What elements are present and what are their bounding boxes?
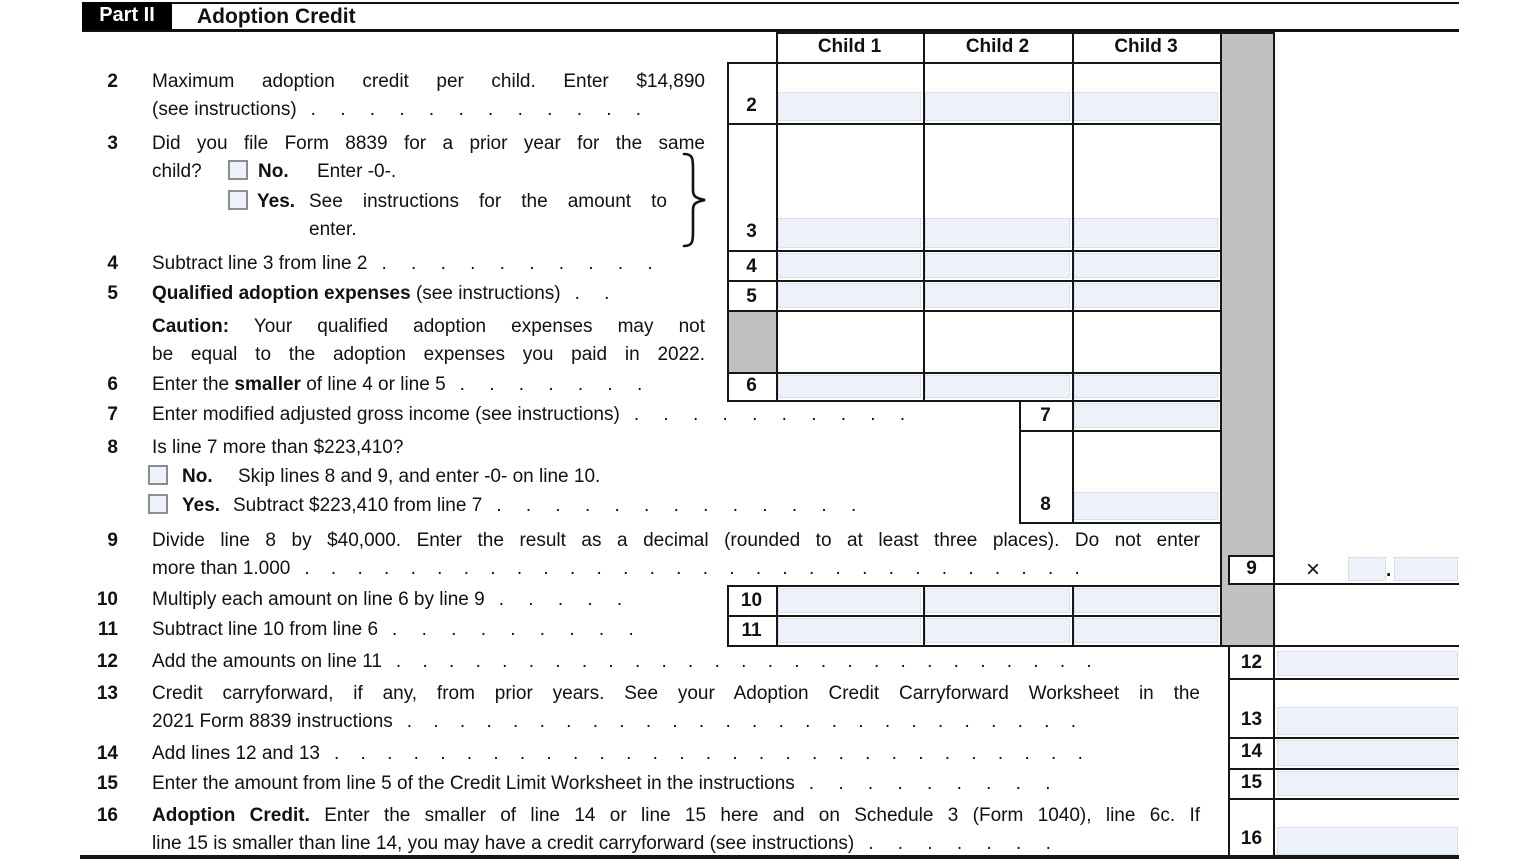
line10-child1-input[interactable] bbox=[778, 588, 921, 613]
line2-label-text: (see instructions) bbox=[152, 99, 297, 120]
grid-line bbox=[727, 62, 1220, 64]
line12-number: 12 bbox=[96, 651, 118, 672]
line2-box-number: 2 bbox=[746, 95, 757, 116]
grid-line bbox=[1019, 430, 1220, 432]
line5-child3-input[interactable] bbox=[1074, 283, 1218, 308]
dot-leader: . . . . . . . . . bbox=[808, 773, 1051, 794]
line7-number: 7 bbox=[107, 404, 118, 425]
line16-label-text2: line 15 is smaller than line 14, you may have a credit carryforward (see instructions) bbox=[152, 833, 855, 854]
line7-input[interactable] bbox=[1074, 403, 1218, 428]
line3-no-checkbox[interactable] bbox=[228, 160, 248, 180]
line10-label bbox=[152, 589, 622, 611]
grid-line bbox=[727, 585, 1220, 587]
line7-box-number: 7 bbox=[1040, 405, 1051, 426]
line15-input[interactable] bbox=[1277, 771, 1458, 796]
line6-label-rest: of line 4 or line 5 bbox=[306, 374, 446, 395]
line8-yes-label: Yes. bbox=[182, 495, 221, 516]
line4-child3-input[interactable] bbox=[1074, 253, 1218, 278]
line5-label-rest: (see instructions) bbox=[415, 283, 561, 304]
line4-label-text: Subtract line 3 from line 2 bbox=[152, 253, 368, 274]
grid-line bbox=[1220, 32, 1222, 646]
line16-label-cont bbox=[152, 833, 1051, 855]
line3-yes-checkbox[interactable] bbox=[228, 190, 248, 210]
dot-leader: . . . . . . . bbox=[459, 374, 643, 395]
line9-label-cont bbox=[152, 558, 1080, 580]
line9-label: Divide line 8 by $40,000. Enter the result as a decimal (rounded to at least three places). Do not enter bbox=[152, 530, 1200, 551]
grid-line bbox=[727, 615, 1220, 617]
line16-label-bold: Adoption Credit. bbox=[152, 805, 310, 826]
line11-label bbox=[152, 619, 634, 641]
line6-child1-input[interactable] bbox=[778, 375, 921, 398]
line8-no-text: Skip lines 8 and 9, and enter -0- on line 10. bbox=[238, 466, 601, 487]
line8-input[interactable] bbox=[1074, 492, 1218, 520]
grid-line bbox=[727, 372, 1220, 374]
line2-child1-input[interactable] bbox=[778, 92, 921, 121]
line6-child2-input[interactable] bbox=[925, 375, 1070, 398]
line8-yes-checkbox[interactable] bbox=[148, 494, 168, 514]
line3-lead: child? bbox=[152, 161, 202, 182]
line15-number: 15 bbox=[96, 773, 118, 794]
grid-line bbox=[1019, 522, 1220, 524]
line5-child2-input[interactable] bbox=[925, 283, 1070, 308]
line5-child1-input[interactable] bbox=[778, 283, 921, 308]
grid-line bbox=[1228, 768, 1459, 770]
line8-label: Is line 7 more than $223,410? bbox=[152, 437, 404, 458]
brace-right-icon bbox=[680, 152, 710, 248]
grid-line bbox=[727, 645, 1459, 647]
line8-no-label: No. bbox=[182, 466, 213, 487]
line5-number: 5 bbox=[107, 283, 118, 304]
line3-child2-input[interactable] bbox=[925, 218, 1070, 248]
line10-number: 10 bbox=[96, 589, 118, 610]
line9-box-number: 9 bbox=[1246, 558, 1257, 579]
line16-box-number: 16 bbox=[1240, 828, 1263, 849]
line4-box-number: 4 bbox=[746, 256, 757, 277]
line9-whole-input[interactable] bbox=[1348, 557, 1386, 581]
decimal-point: . bbox=[1386, 560, 1392, 581]
dot-leader: . . . . . . . . . . . . bbox=[310, 99, 642, 120]
grid-line bbox=[727, 400, 1220, 402]
line3-box-number: 3 bbox=[746, 221, 757, 242]
line7-label bbox=[152, 404, 905, 426]
line14-label-text: Add lines 12 and 13 bbox=[152, 743, 320, 764]
dot-leader: . . . . . . . . . . . . . . . . . . . . . . . . . . bbox=[406, 711, 1077, 732]
line9-number: 9 bbox=[107, 530, 118, 551]
line9-decimal-input[interactable] bbox=[1394, 557, 1458, 581]
line3-no-text: Enter -0-. bbox=[317, 161, 397, 182]
line12-label bbox=[152, 651, 1092, 673]
line15-box-number: 15 bbox=[1240, 772, 1263, 793]
grid-line bbox=[1228, 583, 1459, 585]
line13-label-text2: 2021 Form 8839 instructions bbox=[152, 711, 393, 732]
column-header-child1: Child 1 bbox=[817, 36, 882, 57]
line9-label-text2: more than 1.000 bbox=[152, 558, 291, 579]
line6-number: 6 bbox=[107, 374, 118, 395]
line11-number: 11 bbox=[97, 619, 118, 640]
grid-line bbox=[727, 123, 1220, 125]
dot-leader: . . . . . . . . . . . . . . . . . . . . . . . . . . . . . bbox=[333, 743, 1083, 764]
line14-box-number: 14 bbox=[1240, 741, 1263, 762]
line6-child3-input[interactable] bbox=[1074, 375, 1218, 398]
part2-title: Adoption Credit bbox=[197, 5, 356, 28]
line5-label-bold: Qualified adoption expenses bbox=[152, 283, 411, 304]
line4-number: 4 bbox=[107, 253, 118, 274]
line16-number: 16 bbox=[96, 805, 118, 826]
line3-yes-text: See instructions for the amount to bbox=[309, 191, 667, 212]
grid-line bbox=[923, 32, 925, 400]
line14-label bbox=[152, 743, 1083, 765]
grid-line bbox=[776, 32, 778, 400]
line15-label-text: Enter the amount from line 5 of the Credit Limit Worksheet in the instructions bbox=[152, 773, 795, 794]
form-bottom-rule bbox=[80, 855, 1459, 859]
line13-box-number: 13 bbox=[1240, 709, 1263, 730]
line4-child1-input[interactable] bbox=[778, 253, 921, 278]
dot-leader: . . bbox=[574, 283, 610, 304]
grid-line bbox=[1228, 555, 1275, 557]
line3-label: Did you file Form 8839 for a prior year for the same bbox=[152, 133, 705, 154]
shaded-right-column bbox=[1220, 32, 1275, 646]
caution-text: Your qualified adoption expenses may not bbox=[253, 316, 706, 337]
line11-label-text: Subtract line 10 from line 6 bbox=[152, 619, 379, 640]
grid-line bbox=[727, 280, 1220, 282]
line13-number: 13 bbox=[96, 683, 118, 704]
line11-child1-input[interactable] bbox=[778, 618, 921, 643]
caution-text-line2: be equal to the adoption expenses you paid in 2022. bbox=[152, 344, 705, 365]
line10-box-number: 10 bbox=[740, 590, 763, 611]
line15-label bbox=[152, 773, 1051, 795]
line3-cont-text: enter. bbox=[309, 219, 357, 240]
dot-leader: . . . . . . . . . bbox=[392, 619, 634, 640]
line8-no-checkbox[interactable] bbox=[148, 465, 168, 485]
grid-line bbox=[727, 250, 1220, 252]
grid-line bbox=[1273, 32, 1275, 857]
line3-no-label: No. bbox=[258, 161, 289, 182]
line13-label: Credit carryforward, if any, from prior years. See your Adoption Credit Carryforward Worksheet in the bbox=[152, 683, 1200, 704]
column-header-child2: Child 2 bbox=[965, 36, 1030, 57]
line10-label-text: Multiply each amount on line 6 by line 9 bbox=[152, 589, 485, 610]
line5-label bbox=[152, 283, 609, 305]
line6-label-bold: smaller bbox=[234, 374, 301, 395]
dot-leader: . . . . . . . . . . . . . bbox=[496, 495, 857, 516]
column-header-child3: Child 3 bbox=[1114, 36, 1178, 57]
line16-label-text1: Enter the smaller of line 14 or line 15 here and on Schedule 3 (Form 1040), line 6c. If bbox=[324, 805, 1201, 826]
line4-label bbox=[152, 253, 653, 275]
line6-label-pre: Enter the bbox=[152, 374, 230, 395]
line6-label bbox=[152, 374, 642, 396]
line3-yes-label: Yes. bbox=[257, 191, 296, 212]
line14-number: 14 bbox=[96, 743, 118, 764]
line2-number: 2 bbox=[107, 71, 118, 92]
line2-label: Maximum adoption credit per child. Enter $14,890 bbox=[152, 71, 705, 92]
line8-yes-text bbox=[233, 495, 856, 517]
part2-label: Part II bbox=[82, 2, 172, 30]
line12-input[interactable] bbox=[1277, 651, 1458, 676]
line8-number: 8 bbox=[107, 437, 118, 458]
line7-label-text: Enter modified adjusted gross income (see instructions) bbox=[152, 404, 620, 425]
line5-box-number: 5 bbox=[746, 286, 757, 307]
line3-child3-input[interactable] bbox=[1074, 218, 1218, 248]
dot-leader: . . . . . . . . . . bbox=[381, 253, 653, 274]
line13-label-cont bbox=[152, 711, 1076, 733]
line6-box-number: 6 bbox=[746, 375, 757, 396]
line2-label-cont bbox=[152, 99, 641, 121]
grid-line bbox=[727, 310, 1220, 312]
line8-box-number: 8 bbox=[1040, 494, 1051, 515]
dot-leader: . . . . . . . bbox=[868, 833, 1051, 854]
line3-child1-input[interactable] bbox=[778, 218, 921, 248]
line11-box-number: 11 bbox=[741, 620, 762, 641]
caution-text-line1 bbox=[152, 316, 705, 338]
line13-input[interactable] bbox=[1277, 707, 1458, 735]
line16-label bbox=[152, 805, 1200, 827]
dot-leader: . . . . . . . . . . . . . . . . . . . . . . . . . . . bbox=[395, 651, 1092, 672]
grid-line bbox=[1228, 737, 1459, 739]
shaded-caution-cell bbox=[727, 310, 776, 372]
line10-child2-input[interactable] bbox=[925, 588, 1070, 613]
line14-input[interactable] bbox=[1277, 740, 1458, 766]
caution-label: Caution: bbox=[152, 316, 230, 337]
line2-child3-input[interactable] bbox=[1074, 92, 1218, 121]
multiply-sign: × bbox=[1306, 556, 1321, 583]
line16-input[interactable] bbox=[1277, 827, 1458, 855]
line11-child2-input[interactable] bbox=[925, 618, 1070, 643]
dot-leader: . . . . . . . . . . bbox=[633, 404, 906, 425]
line12-box-number: 12 bbox=[1240, 652, 1263, 673]
grid-line bbox=[1228, 678, 1459, 680]
line4-child2-input[interactable] bbox=[925, 253, 1070, 278]
dot-leader: . . . . . . . . . . . . . . . . . . . . . . . . . . . . . . bbox=[304, 558, 1080, 579]
line2-child2-input[interactable] bbox=[925, 92, 1070, 121]
grid-line bbox=[1228, 798, 1459, 800]
line12-label-text: Add the amounts on line 11 bbox=[152, 651, 382, 672]
line11-child3-input[interactable] bbox=[1074, 618, 1218, 643]
line10-child3-input[interactable] bbox=[1074, 588, 1218, 613]
grid-line bbox=[776, 32, 1275, 34]
dot-leader: . . . . . bbox=[498, 589, 623, 610]
line8-yes-text-span: Subtract $223,410 from line 7 bbox=[233, 495, 483, 516]
line3-number: 3 bbox=[107, 133, 118, 154]
